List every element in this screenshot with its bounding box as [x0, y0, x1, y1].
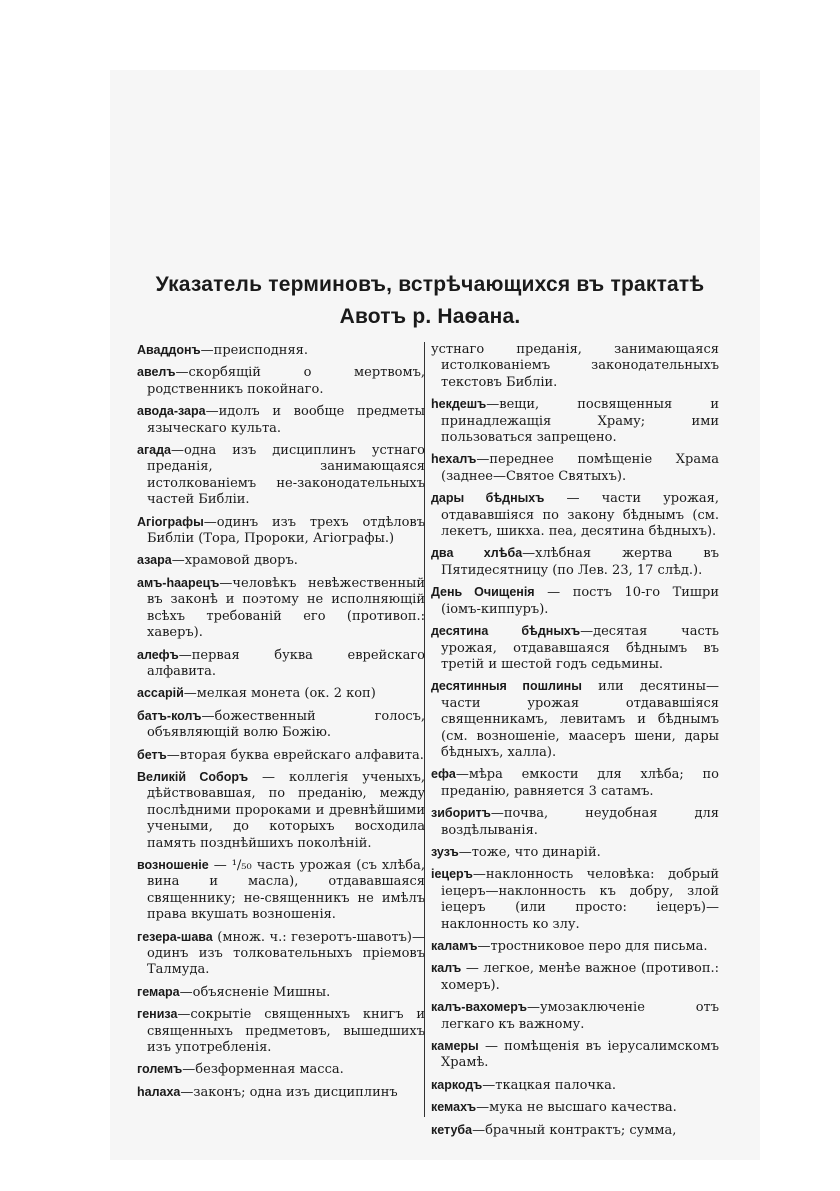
entry-term: гениза: [137, 1007, 178, 1022]
entry-definition: —тростниковое перо для письма.: [477, 939, 708, 954]
index-entry: [137, 575, 425, 642]
entry-definition: —мелкая монета (ок. 2 коп): [183, 686, 376, 702]
left-column: [137, 342, 425, 1106]
index-entry: [431, 1099, 719, 1116]
entry-term: hехалъ: [431, 452, 477, 467]
entry-definition: — части урожая, отдававшіяся по закону бѣднымъ (см. лекетъ, шикха. пеа, десятина бѣдныхъ).: [441, 491, 719, 540]
entry-definition: —наклонность человѣка: добрый іецеръ—наклонность къ добру, злой іецеръ (или просто: іецеръ)—наклонность ко злу.: [441, 867, 719, 932]
entry-term: десятина бѣдныхъ: [431, 624, 581, 639]
entry-definition: —хлѣбная жертва въ Пятидесятницу (по Лев. 23, 17 слѣд.).: [441, 546, 719, 578]
index-entry: [431, 960, 719, 994]
index-entry: [431, 545, 719, 579]
entry-definition: или десятины—части урожая отдававшіяся священникамъ, левитамъ и бѣднымъ (см. возношеніе, маасеръ шени, дары бѣдныхъ, халла).: [441, 679, 719, 760]
entry-term: бетъ: [137, 747, 167, 762]
index-entry: [431, 396, 719, 446]
index-entry: [431, 490, 719, 540]
entry-definition: —тоже, что динарій.: [458, 844, 601, 860]
entry-term: батъ-колъ: [137, 708, 202, 723]
entry-term: кемахъ: [431, 1100, 477, 1115]
right-column: [431, 342, 719, 1144]
index-entry: [137, 364, 425, 398]
entry-definition: —мѣра емкости для хлѣба; по преданію, равняется 3 сатамъ.: [441, 767, 719, 799]
index-entry: [137, 769, 425, 852]
index-entry: [137, 747, 425, 764]
entry-term: агада: [137, 443, 171, 458]
index-entry: [431, 1077, 719, 1094]
entry-term: hекдешъ: [431, 397, 487, 412]
index-entry: [431, 678, 719, 761]
entry-definition: —десятая часть урожая, отдававшаяся бѣднымъ въ третій и шестой годъ седьмины.: [441, 624, 719, 672]
entry-term: каламъ: [431, 939, 478, 953]
index-entry: [137, 552, 425, 569]
index-entry: [137, 403, 425, 437]
index-title-line-2: Авотъ р. Наѳана.: [339, 305, 521, 328]
entry-term: калъ: [431, 961, 462, 976]
entry-term: Великій Соборъ: [137, 769, 249, 784]
entry-definition: —человѣкъ невѣжественный въ законѣ и поэтому не исполняющій всѣхъ требованій его (противоп.: хаверъ).: [147, 575, 425, 641]
entry-term: големъ: [137, 1062, 183, 1077]
index-entry: [137, 647, 425, 681]
entry-term: hалаха: [137, 1084, 181, 1099]
entry-term: дары бѣдныхъ: [431, 491, 545, 506]
entry-definition: (множ. ч.: гезеротъ-шавотъ)—одинъ изъ толковательныхъ пріемовъ Талмуда.: [147, 929, 425, 978]
index-entry: [431, 451, 719, 485]
entry-definition: — постъ 10-го Тишри (іомъ-киппуръ).: [441, 585, 719, 617]
index-entry: [137, 1006, 425, 1056]
entry-definition: — ¹/₅₀ часть урожая (съ хлѣба, вина и масла), отдававшаяся священнику; не-священникъ не имѣлъ права вкушать возношенія.: [147, 857, 425, 923]
entry-definition: — помѣщенія въ іерусалимскомъ Храмѣ.: [441, 1039, 719, 1071]
entry-term: ассарій: [137, 686, 184, 701]
index-entry: [137, 685, 425, 702]
entry-term: каркодъ: [431, 1077, 483, 1092]
entry-term: алефъ: [137, 647, 179, 662]
entry-definition: —преисподняя.: [200, 343, 308, 358]
index-title-line-1: Указатель терминовъ, встрѣчающихся въ трактатѣ: [155, 273, 705, 296]
index-entry: [431, 342, 719, 391]
entry-definition: —первая буква еврейскаго алфавита.: [147, 647, 425, 679]
index-entry: [431, 999, 719, 1033]
entry-term: амъ-haарецъ: [137, 575, 220, 590]
entry-definition: —объясненіе Мишны.: [179, 984, 331, 1000]
entry-definition: —ткацкая палочка.: [482, 1077, 617, 1093]
index-entry: [431, 844, 719, 861]
index-entry: [137, 514, 425, 548]
entry-definition: —переднее помѣщеніе Храма (заднее—Святое Святыхъ).: [441, 452, 719, 484]
index-entry: [431, 623, 719, 673]
entry-definition: —идолъ и вообще предметы языческаго культа.: [147, 404, 425, 436]
entry-definition: —сокрытіе священныхъ книгъ и священныхъ предметовъ, вышедшихъ изъ употребленія.: [147, 1007, 425, 1056]
entry-term: авелъ: [137, 365, 176, 380]
entry-term: День Очищенія: [431, 585, 535, 600]
entry-definition: —вторая буква еврейскаго алфавита.: [166, 747, 424, 763]
entry-definition: — легкое, менѣе важное (противоп.: хомеръ).: [441, 961, 719, 993]
entry-term: десятинныя пошлины: [431, 679, 582, 694]
entry-term: кетуба: [431, 1122, 473, 1137]
entry-definition: —божественный голосъ, объявляющій волю Божію.: [147, 708, 425, 741]
entry-term: іецеръ: [431, 867, 473, 882]
index-entry: [431, 805, 719, 839]
entry-term: азара: [137, 553, 172, 568]
index-entry: [137, 984, 425, 1001]
entry-term: авода-зара: [137, 404, 206, 419]
entry-term: зиборитъ: [431, 806, 491, 821]
index-entry: [431, 938, 719, 955]
entry-definition: —брачный контрактъ; сумма,: [472, 1122, 677, 1138]
entry-term: гезера-шава: [137, 929, 213, 944]
index-entry: [137, 929, 425, 979]
index-entry: [431, 584, 719, 618]
entry-term: возношеніе: [137, 857, 209, 872]
entry-definition: —вещи, посвященныя и принадлежащія Храму; ими пользоваться запрещено.: [441, 397, 719, 446]
entry-definition: —почва, неудобная для воздѣлыванія.: [441, 806, 719, 838]
entry-term: Агіографы: [137, 514, 204, 529]
entry-definition: —одна изъ дисциплинъ устнаго преданія, занимающаяся истолкованіемъ не-законодательныхъ частей Библіи.: [147, 443, 425, 508]
entry-term: камеры: [431, 1039, 479, 1054]
entry-definition: —умозаключеніе отъ легкаго къ важному.: [441, 1000, 719, 1032]
entry-term: гемара: [137, 984, 180, 999]
entry-term: два хлѣба: [431, 546, 523, 561]
index-entry: [431, 1122, 719, 1139]
entry-definition: — коллегія ученыхъ, дѣйствовавшая, по преданію, между послѣдними пророками и древнѣйшими учеными, до которыхъ восходила память позднѣйшихъ поколѣній.: [147, 769, 425, 851]
index-entry: [137, 708, 425, 742]
entry-definition: устнаго преданія, занимающаяся истолкованіемъ законодательныхъ текстовъ Библіи.: [431, 342, 719, 390]
index-entry: [431, 1038, 719, 1072]
entry-definition: —одинъ изъ трехъ отдѣловъ Библіи (Тора, Пророки, Агіографы.): [147, 514, 425, 547]
entry-term: Аваддонъ: [137, 343, 201, 357]
entry-definition: —законъ; одна изъ дисциплинъ: [180, 1084, 398, 1100]
index-entry: [137, 1084, 425, 1101]
entry-definition: —мука не высшаго качества.: [476, 1100, 677, 1116]
index-entry: [137, 342, 425, 359]
index-entry: [431, 866, 719, 933]
entry-term: ефа: [431, 767, 456, 782]
entry-definition: —скорбящій о мертвомъ, родственникъ покойнаго.: [147, 365, 425, 397]
entry-definition: —храмовой дворъ.: [171, 553, 298, 569]
index-entry: [431, 766, 719, 800]
index-entry: [137, 857, 425, 924]
entry-term: калъ-вахомеръ: [431, 1000, 527, 1015]
index-entry: [137, 442, 425, 509]
entry-definition: —безформенная масса.: [182, 1062, 344, 1078]
index-entry: [137, 1061, 425, 1078]
entry-term: зузъ: [431, 844, 459, 859]
